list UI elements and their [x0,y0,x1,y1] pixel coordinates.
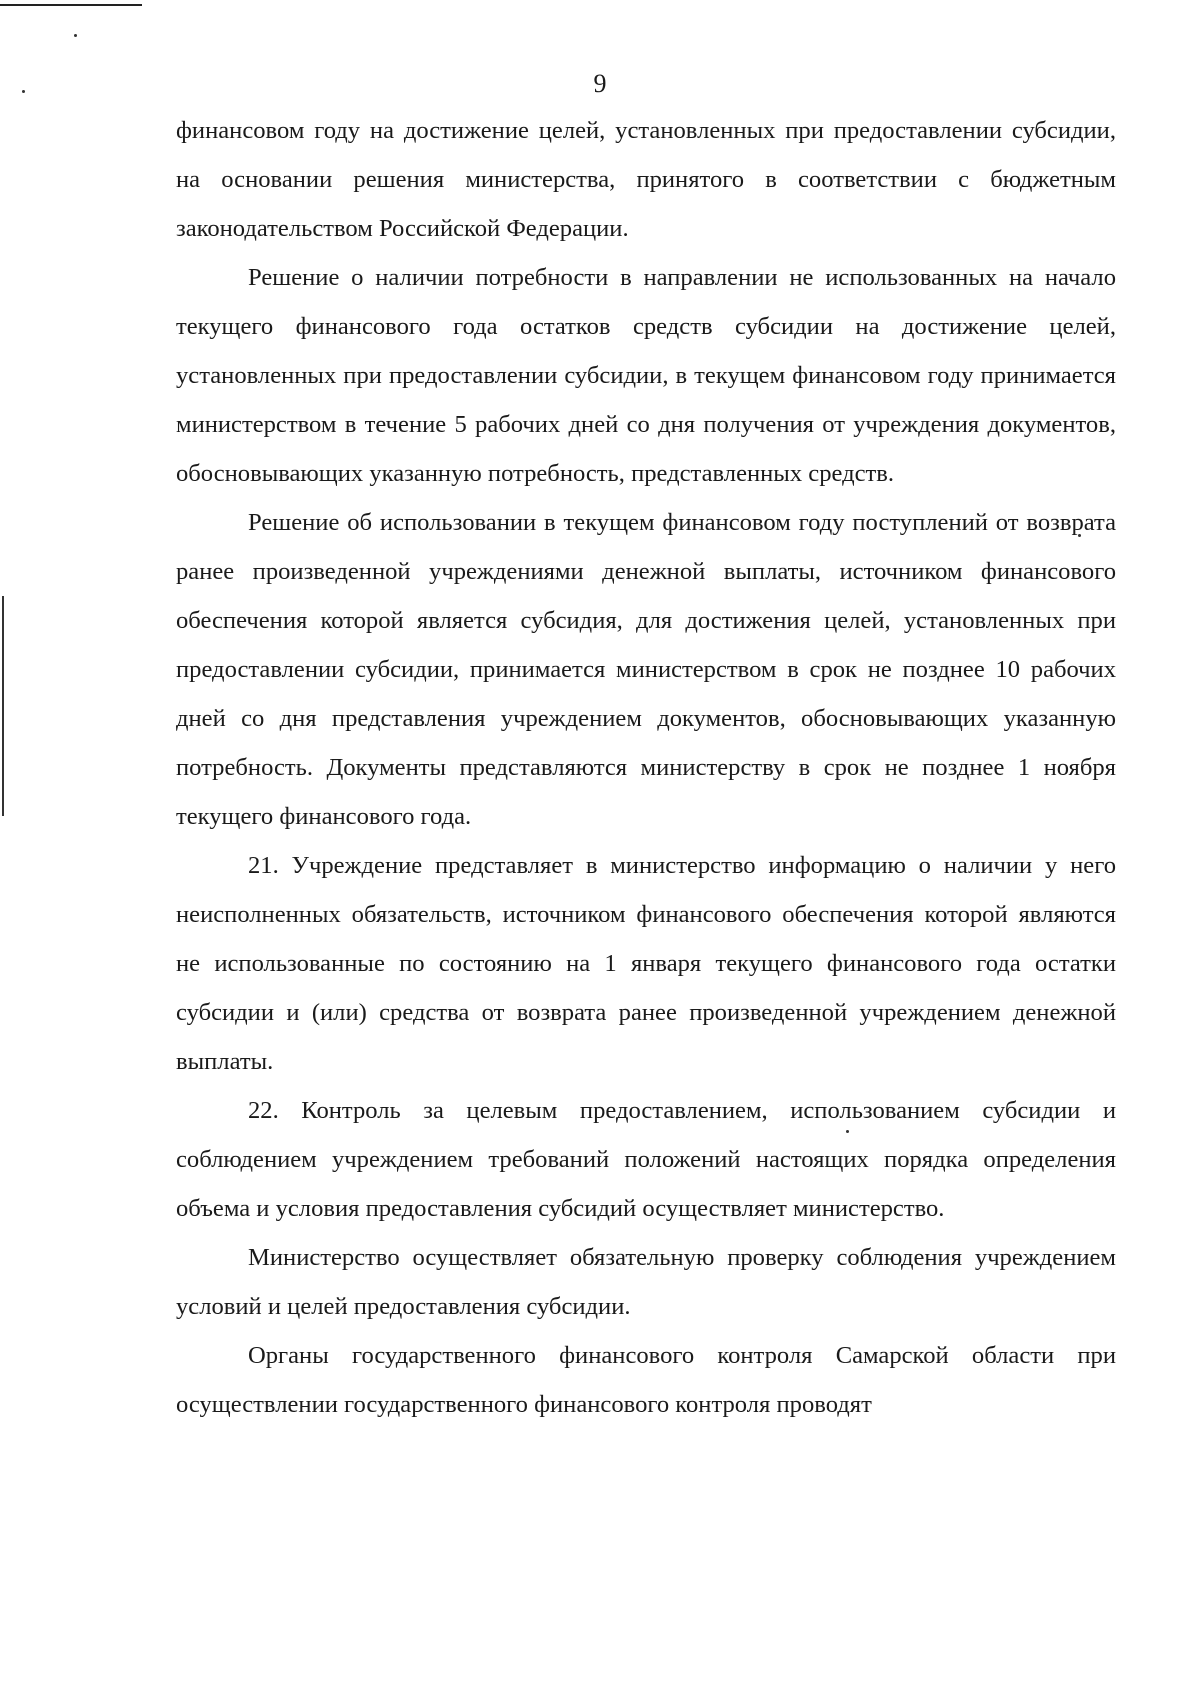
paragraph: Министерство осуществляет обязательную проверку соблюдения учреждением условий и целей предоставления субсидии. [176,1244,1116,1320]
paragraph: 21. Учреждение представляет в министерство информацию о наличии у него неисполненных обязательств, источником финансового обеспечения которой являются не использованные по состоянию на 1 января текущего финансового года остатки субсидии и (или) средства от возврата ранее произведенной учреждением денежной выплаты. [176,852,1116,1075]
page-number: 9 [593,69,607,98]
document-body [176,106,1116,1429]
paragraph: финансовом году на достижение целей, установленных при предоставлении субсидии, на основании решения министерства, принятого в соответствии с бюджетным законодательством Российской Федерации. [176,117,1116,242]
paragraph: Решение о наличии потребности в направлении не использованных на начало текущего финансового года остатков средств субсидии на достижение целей, установленных при предоставлении субсидии, в текущем финансовом году принимается министерством в течение 5 рабочих дней со дня получения от учреждения документов, обосновывающих указанную потребность, представленных средств. [176,264,1116,487]
paragraph: Органы государственного финансового контроля Самарской области при осуществлении государственного финансового контроля проводят [176,1342,1116,1418]
paragraph: Решение об использовании в текущем финансовом году поступлений от возврата ранее произведенной учреждениями денежной выплаты, источником финансового обеспечения которой является субсидия, для достижения целей, установленных при предоставлении субсидии, принимается министерством в срок не позднее 10 рабочих дней со дня представления учреждением документов, обосновывающих указанную потребность. Документы представляются министерству в срок не позднее 1 ноября текущего финансового года. [176,509,1116,830]
paragraph: 22. Контроль за целевым предоставлением, использованием субсидии и соблюдением учреждением требований положений настоящих порядка определения объема и условия предоставления субсидий осуществляет министерство. [176,1097,1116,1222]
left-edge-line [2,596,4,816]
scan-speck [74,34,77,37]
top-edge-line [0,4,142,6]
